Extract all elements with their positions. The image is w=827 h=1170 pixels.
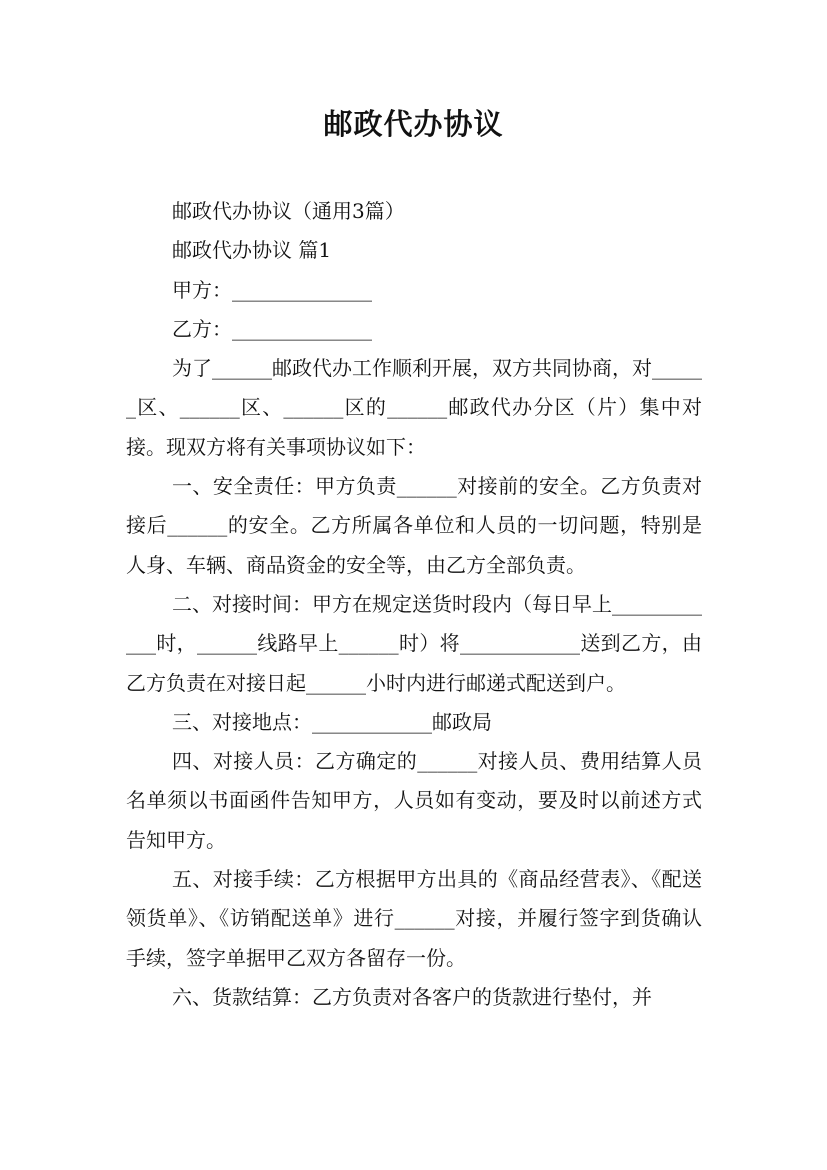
paragraph-clause-2: 二、对接时间：甲方在规定送货时段内（每日早上____________时，______线路早上______时）将____________送到乙方，由乙方负责在对接日起______小时内进行邮递式配送到户。 bbox=[126, 591, 702, 695]
paragraph-clause-4: 四、对接人员：乙方确定的______对接人员、费用结算人员名单须以书面函件告知甲方，人员如有变动，要及时以前述方式告知甲方。 bbox=[126, 749, 702, 852]
paragraph-subtitle: 邮政代办协议（通用3篇） bbox=[172, 199, 405, 223]
paragraph-clause-6: 六、货款结算：乙方负责对各客户的货款进行垫付，并 bbox=[172, 984, 652, 1009]
paragraph-clause-1: 一、安全责任：甲方负责______对接前的安全。乙方负责对接后______的安全。乙方所属各单位和人员的一切问题，特别是人身、车辆、商品资金的安全等，由乙方全部负责。 bbox=[126, 474, 702, 577]
paragraph-party-b: 乙方：______________ bbox=[172, 316, 372, 341]
document-body bbox=[126, 192, 702, 1017]
paragraph-section-heading: 邮政代办协议 篇1 bbox=[172, 238, 332, 263]
paragraph-clause-5: 五、对接手续：乙方根据甲方出具的《商品经营表》、《配送领货单》、《访销配送单》进行______对接，并履行签字到货确认手续，签字单据甲乙双方各留存一份。 bbox=[126, 867, 702, 970]
paragraph-party-a: 甲方：______________ bbox=[172, 277, 372, 302]
paragraph-clause-3: 三、对接地点：____________邮政局 bbox=[172, 709, 492, 734]
document-title: 邮政代办协议 bbox=[323, 107, 504, 141]
paragraph-preamble: 为了______邮政代办工作顺利开展，双方共同协商，对______区、______区、______区的______邮政代办分区（片）集中对接。现双方将有关事项协议如下： bbox=[126, 356, 702, 459]
